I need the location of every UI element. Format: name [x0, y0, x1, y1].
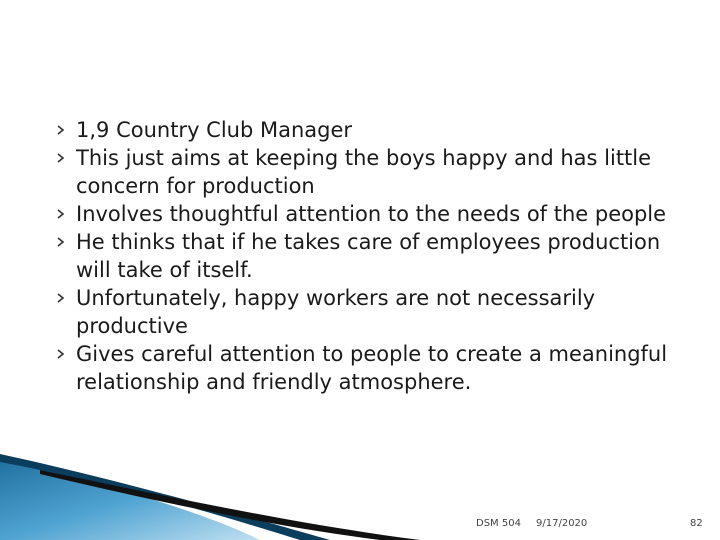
bullet-text: Unfortunately, happy workers are not necessarily productive [76, 286, 596, 338]
bullet-item [56, 284, 676, 340]
bullet-item [56, 200, 676, 228]
bullet-item [56, 144, 676, 200]
bullet-item [56, 340, 676, 396]
footer-course: DSM 504 [476, 518, 521, 529]
bullet-text: Gives careful attention to people to create a meaningful relationship and friendly atmosphere. [76, 342, 668, 394]
bullet-text: He thinks that if he takes care of employees production will take of itself. [76, 230, 661, 282]
arrow-bullet-icon [56, 349, 66, 359]
arrow-bullet-icon [56, 293, 66, 303]
bullet-list [56, 116, 676, 396]
bullet-text: Involves thoughtful attention to the needs of the people [76, 202, 667, 226]
bullet-item [56, 116, 676, 144]
arrow-bullet-icon [56, 209, 66, 219]
arrow-bullet-icon [56, 153, 66, 163]
bullet-item [56, 228, 676, 284]
arrow-bullet-icon [56, 125, 66, 135]
bullet-text: This just aims at keeping the boys happy and has little concern for production [76, 146, 652, 198]
footer-date: 9/17/2020 [536, 518, 588, 529]
bullet-text: 1,9 Country Club Manager [76, 118, 353, 142]
arrow-bullet-icon [56, 237, 66, 247]
decorative-swoosh [0, 440, 420, 540]
footer-page-number: 82 [690, 518, 703, 529]
